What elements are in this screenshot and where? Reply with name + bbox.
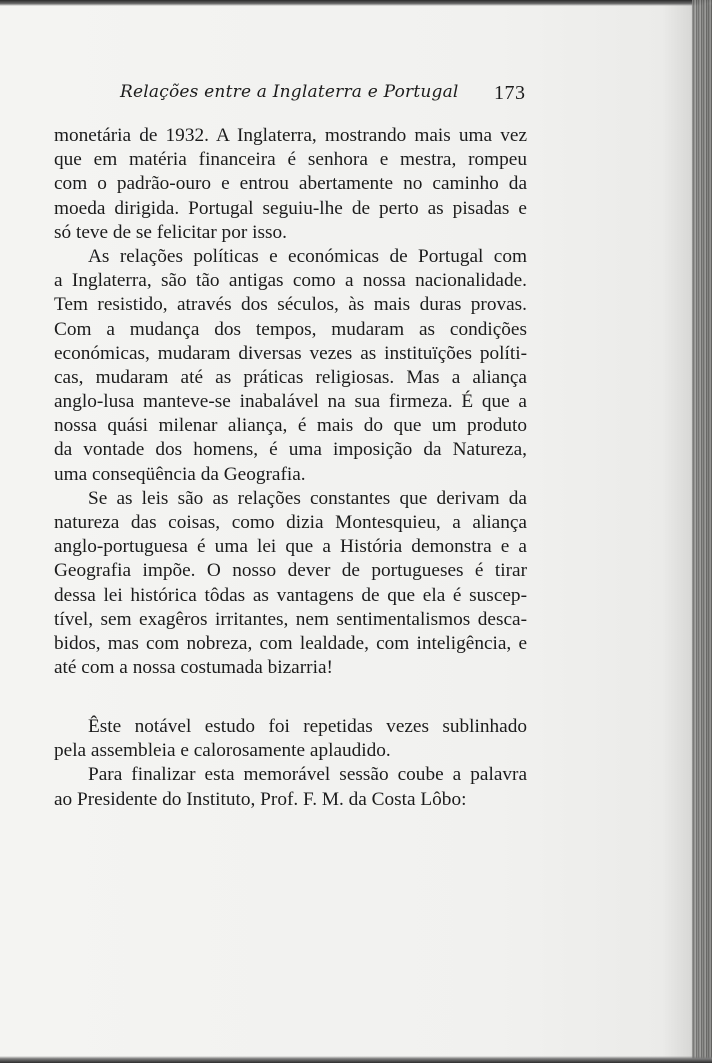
- text-line: anglo-portuguesa é uma lei que a História demonstra e a: [54, 536, 527, 558]
- text-line: monetária de 1932. A Inglaterra, mostrando mais uma vez: [54, 125, 527, 146]
- text-line: uma conseqüência da Geografia.: [54, 463, 306, 485]
- closing-text: [54, 715, 527, 812]
- text-line: As relações políticas e económicas de Portugal com: [88, 245, 527, 267]
- page-top-edge: [0, 0, 712, 6]
- text-line: económicas, mudaram diversas vezes as instituïções políti-: [54, 342, 527, 364]
- text-line: que em matéria financeira é senhora e mestra, rompeu: [54, 149, 527, 171]
- text-line: dessa lei histórica tôdas as vantagens de que ela é suscep-: [54, 584, 527, 606]
- text-line: bidos, mas com nobreza, com lealdade, com inteligência, e: [54, 632, 527, 654]
- text-line: com o padrão-ouro e entrou abertamente no caminho da: [54, 173, 527, 195]
- text-line: até com a nossa costumada bizarria!: [54, 657, 333, 679]
- main-text: [54, 124, 527, 680]
- text-line: pela assembleia e calorosamente aplaudido.: [54, 740, 391, 762]
- text-line: tível, sem exagêros irritantes, nem sentimentalismos desca-: [54, 608, 527, 630]
- text-line: só teve de se felicitar por isso.: [54, 221, 287, 243]
- page-bottom-edge: [0, 1056, 712, 1063]
- text-line: anglo-lusa manteve-se inabalável na sua firmeza. É que a: [54, 391, 527, 413]
- text-line: Êste notável estudo foi repetidas vezes sublinhado: [88, 716, 527, 737]
- text-line: Com a mudança dos tempos, mudaram as condições: [54, 318, 527, 340]
- text-line: nossa quási milenar aliança, é mais do que um produto: [54, 415, 527, 437]
- text-line: Para finalizar esta memorável sessão coube a palavra: [88, 764, 527, 786]
- text-line: cas, mudaram até as práticas religiosas. Mas a aliança: [54, 366, 527, 388]
- running-title: Relações entre a Inglaterra e Portugal: [120, 82, 459, 102]
- text-line: a Inglaterra, são tão antigas como a nossa nacionalidade.: [54, 270, 527, 292]
- text-line: moeda dirigida. Portugal seguiu-lhe de perto as pisadas e: [54, 197, 527, 219]
- text-line: Tem resistido, através dos séculos, às mais duras provas.: [54, 294, 527, 316]
- text-line: Geografia impõe. O nosso dever de portugueses é tirar: [54, 560, 527, 582]
- text-line: natureza das coisas, como dizia Montesquieu, a aliança: [54, 512, 527, 533]
- text-line: da vontade dos homens, é uma imposição da Natureza,: [54, 439, 527, 461]
- text-line: ao Presidente do Instituto, Prof. F. M. da Costa Lôbo:: [54, 788, 467, 810]
- page-right-edge: [692, 0, 712, 1063]
- page-number: 173: [494, 82, 526, 104]
- text-line: Se as leis são as relações constantes que derivam da: [88, 487, 527, 509]
